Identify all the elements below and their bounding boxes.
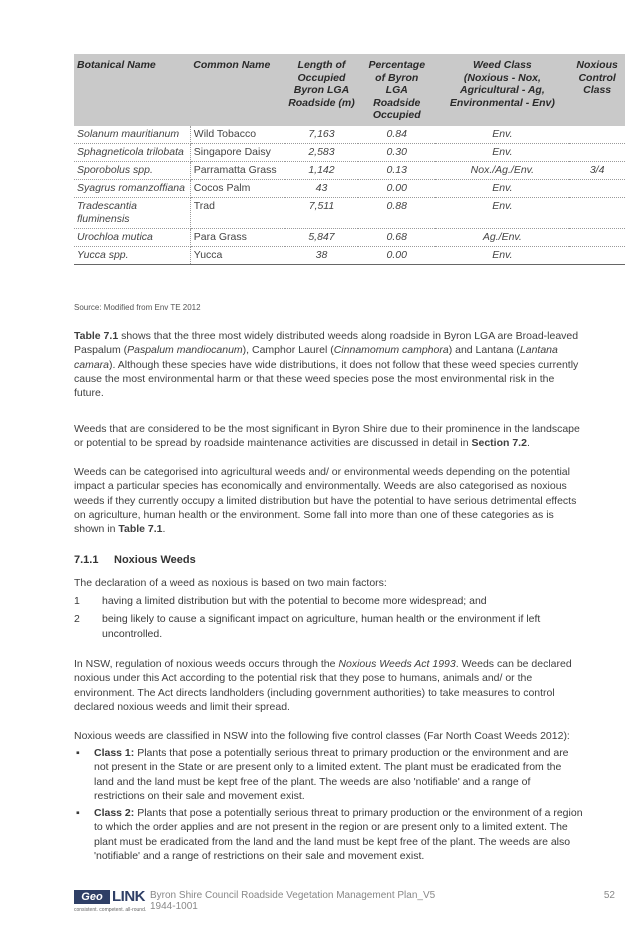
cell-noxious <box>569 126 625 144</box>
document-reference: 1944-1001 <box>150 901 198 912</box>
table-row <box>74 246 625 264</box>
cell-botanical: Syagrus romanzoffiana <box>74 179 190 197</box>
cell-percentage: 0.84 <box>358 126 435 144</box>
table-row <box>74 179 625 197</box>
section-heading <box>74 554 196 566</box>
cell-botanical: Tradescantia fluminensis <box>74 197 190 228</box>
table-reference: Table 7.1 <box>74 330 119 342</box>
list-item: 2 being likely to cause a significant impact on agriculture, human health or the environment if left uncontrolled. <box>74 613 541 640</box>
table-row <box>74 143 625 161</box>
class-list <box>74 746 584 863</box>
cell-noxious: 3/4 <box>569 161 625 179</box>
cell-length: 7,511 <box>285 197 358 228</box>
geolink-logo: Geo LINK consistent. competent. all-round. <box>74 888 147 913</box>
list-item: ▪ Class 2: Plants that pose a potentially serious threat to primary production or the environment of a region to which the order applies and are not present in the region or are present only to a limited extent. The plant must be eradicated from the land and the land must be kept free of the plant. The weeds are also 'notifiable' and a range of restrictions on their sale and movement exist. <box>76 807 583 863</box>
page-number: 52 <box>603 890 615 901</box>
cell-botanical: Solanum mauritianum <box>74 126 190 144</box>
footer-document-info <box>150 890 435 912</box>
cell-noxious <box>569 143 625 161</box>
cell-common: Para Grass <box>190 228 285 246</box>
bullet-icon: ▪ <box>76 747 80 759</box>
cell-botanical: Urochloa mutica <box>74 228 190 246</box>
cell-percentage: 0.00 <box>358 179 435 197</box>
table-source-note: Source: Modified from Env TE 2012 <box>74 303 201 312</box>
table-row <box>74 197 625 228</box>
cell-weed-class: Env. <box>435 143 569 161</box>
col-header-botanical: Botanical Name <box>74 55 190 126</box>
cell-percentage: 0.68 <box>358 228 435 246</box>
cell-percentage: 0.30 <box>358 143 435 161</box>
col-header-common: Common Name <box>190 55 285 126</box>
cell-length: 2,583 <box>285 143 358 161</box>
cell-percentage: 0.13 <box>358 161 435 179</box>
table-row <box>74 161 625 179</box>
table-header-row <box>74 55 625 126</box>
cell-length: 43 <box>285 179 358 197</box>
paragraph-significant-weeds: Weeds that are considered to be the most significant in Byron Shire due to their prominence in the landscape or potential to be spread by roadside maintenance activities are discussed in detail in Section 7.2. <box>74 423 580 450</box>
page-footer <box>74 888 625 924</box>
cell-weed-class: Env. <box>435 197 569 228</box>
cell-weed-class: Nox./Ag./Env. <box>435 161 569 179</box>
document-title: Byron Shire Council Roadside Vegetation Management Plan_V5 <box>150 890 436 901</box>
cell-noxious <box>569 246 625 264</box>
paragraph-classes-intro: Noxious weeds are classified in NSW into the following five control classes (Far North Coast Weeds 2012): <box>74 730 570 742</box>
cell-weed-class: Env. <box>435 246 569 264</box>
col-header-percentage: Percentage of Byron LGA Roadside Occupied <box>358 55 435 126</box>
cell-common: Wild Tobacco <box>190 126 285 144</box>
cell-length: 1,142 <box>285 161 358 179</box>
bullet-icon: ▪ <box>76 807 80 820</box>
cell-noxious <box>569 228 625 246</box>
cell-common: Parramatta Grass <box>190 161 285 179</box>
cell-noxious <box>569 197 625 228</box>
paragraph-weed-categories: Weeds can be categorised into agricultural weeds and/ or environmental weeds depending on the potential impact a particular species has economically and environmentally. Weeds are also categorised as noxious weeds if they currently occupy a limited distribution but have the potential to have serious detrimental effects on agriculture, human health or the environment. Some fall into more than one of these categories as is shown in Table 7.1. <box>74 466 577 536</box>
table-row <box>74 228 625 246</box>
cell-botanical: Sphagneticola trilobata <box>74 143 190 161</box>
cell-percentage: 0.00 <box>358 246 435 264</box>
paragraph-declaration: The declaration of a weed as noxious is based on two main factors: <box>74 577 387 589</box>
cell-common: Cocos Palm <box>190 179 285 197</box>
cell-length: 38 <box>285 246 358 264</box>
col-header-noxious: Noxious Control Class <box>569 55 625 126</box>
cell-weed-class: Env. <box>435 126 569 144</box>
col-header-weed-class: Weed Class (Noxious - Nox, Agricultural - Ag, Environmental - Env) <box>435 55 569 126</box>
cell-weed-class: Env. <box>435 179 569 197</box>
cell-botanical: Sporobolus spp. <box>74 161 190 179</box>
list-item: 1 having a limited distribution but with the potential to become more widespread; and <box>74 595 487 607</box>
cell-common: Yucca <box>190 246 285 264</box>
list-item: ▪ Class 1: Plants that pose a potentially serious threat to primary production or the environment and are not present in the State or are present only to a limited extent. The plant must be eradicated from the land and the land must be kept free of the plant. The weeds are also 'notifiable' and a range of restrictions on their sale and movement exist. <box>76 747 569 802</box>
paragraph-table-summary: Table 7.1 shows that the three most widely distributed weeds along roadside in Byron LGA are Broad-leaved Paspalum (Paspalum mandiocanum), Camphor Laurel (Cinnamomum camphora) and Lantana (Lantana camara). Although these species have wide distributions, it does not follow that these weed species currently cause the most environmental harm or that these weed species pose the most environmental risk in the future. <box>74 330 579 400</box>
cell-length: 5,847 <box>285 228 358 246</box>
section-reference: Section 7.2 <box>471 437 527 450</box>
section-title: Noxious Weeds <box>114 554 196 566</box>
cell-weed-class: Ag./Env. <box>435 228 569 246</box>
cell-noxious <box>569 179 625 197</box>
paragraph-regulation: In NSW, regulation of noxious weeds occurs through the Noxious Weeds Act 1993. Weeds can be declared noxious under this Act according to the potential risk that they pose to humans, animals and/ or the environment. The Act directs landholders (including government authorities) to take measures to control declared noxious weeds and limit their spread. <box>74 658 572 713</box>
col-header-length: Length of Occupied Byron LGA Roadside (m) <box>285 55 358 126</box>
cell-botanical: Yucca spp. <box>74 246 190 264</box>
cell-percentage: 0.88 <box>358 197 435 228</box>
cell-length: 7,163 <box>285 126 358 144</box>
table-row <box>74 126 625 144</box>
factor-list <box>74 594 584 641</box>
cell-common: Singapore Daisy <box>190 143 285 161</box>
weed-table <box>74 54 625 265</box>
section-number: 7.1.1 <box>74 554 99 566</box>
cell-common: Trad <box>190 197 285 228</box>
table-reference: Table 7.1 <box>118 523 163 536</box>
